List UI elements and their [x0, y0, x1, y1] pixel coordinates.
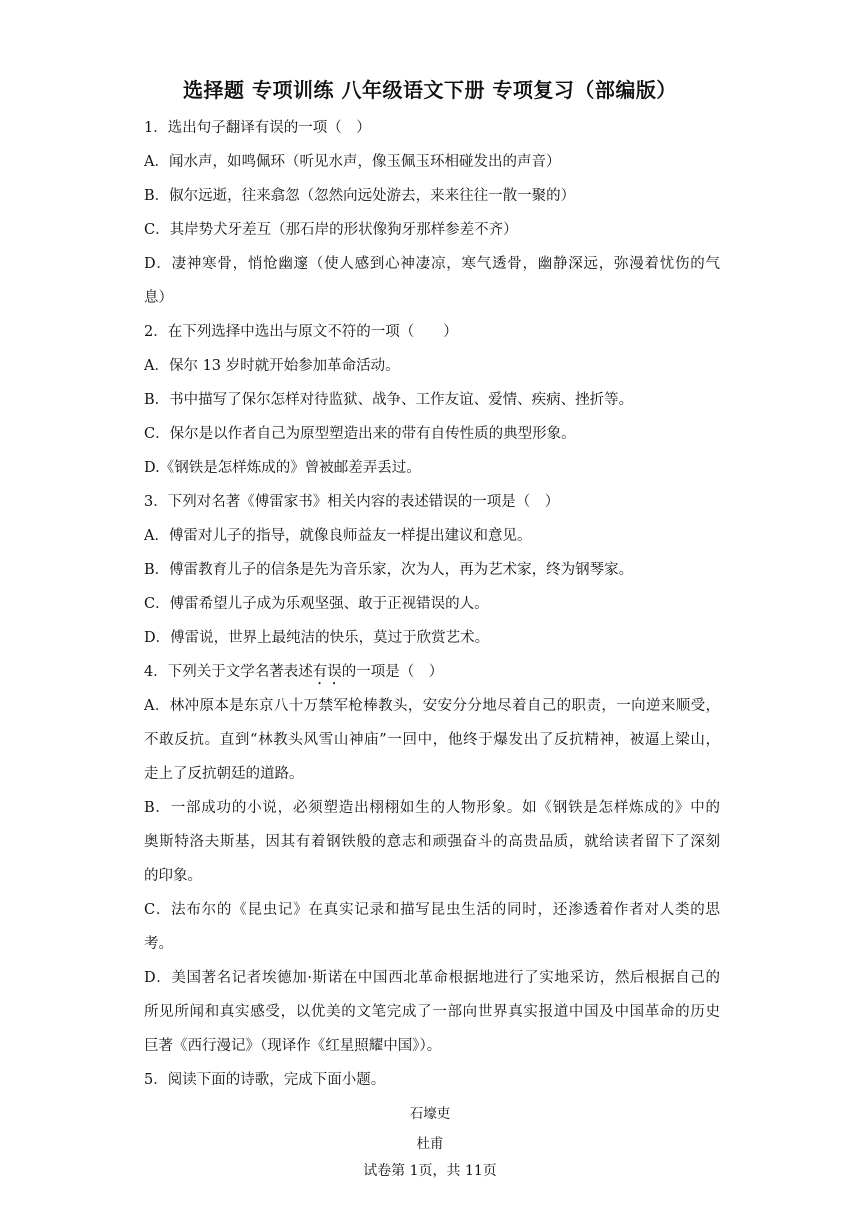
question-4-option-a-line1: A．林冲原本是东京八十万禁军枪棒教头，安安分分地尽着自己的职责，一向逆来顺受，	[144, 698, 720, 714]
question-3-stem: 3．下列对名著《傅雷家书》相关内容的表述错误的一项是（ ）	[144, 494, 560, 510]
question-2-option-b: B．书中描写了保尔怎样对待监狱、战争、工作友谊、爱情、疾病、挫折等。	[144, 392, 634, 408]
question-3-option-d: D．傅雷说，世界上最纯洁的快乐，莫过于欣赏艺术。	[144, 630, 490, 646]
page-footer: 试卷第 1页，共 11页	[363, 1163, 497, 1179]
question-4-stem-post: 的一项是（ ）	[341, 664, 444, 680]
question-2-stem: 2．在下列选择中选出与原文不符的一项（ ）	[144, 324, 458, 340]
question-1-stem: 1．选出句子翻译有误的一项（ ）	[144, 120, 371, 136]
question-5-stem: 5．阅读下面的诗歌，完成下面小题。	[144, 1072, 386, 1088]
question-4-option-d-line1: D．美国著名记者埃德加·斯诺在中国西北革命根据地进行了实地采访，然后根据自己的	[144, 970, 720, 986]
question-3-option-a: A．傅雷对儿子的指导，就像良师益友一样提出建议和意见。	[144, 528, 532, 544]
question-2-option-a: A．保尔 13 岁时就开始参加革命活动。	[144, 358, 400, 374]
question-4-option-d-line2: 所见所闻和真实感受，以优美的文笔完成了一部向世界真实报道中国及中国革命的历史	[144, 1004, 720, 1020]
question-4-stem-emphasis: 有误	[312, 664, 342, 680]
question-1-option-b: B．俶尔远逝，往来翕忽（忽然向远处游去，来来往往一散一聚的）	[144, 188, 576, 204]
question-1-option-d-line1: D．凄神寒骨，悄怆幽邃（使人感到心神凄凉，寒气透骨，幽静深远，弥漫着忧伤的气	[144, 256, 720, 272]
question-4-option-b-line2: 奥斯特洛夫斯基，因其有着钢铁般的意志和顽强奋斗的高贵品质，就给读者留下了深刻	[144, 834, 720, 850]
question-4-option-c-line2: 考。	[144, 936, 173, 952]
question-2-option-c: C．保尔是以作者自己为原型塑造出来的带有自传性质的典型形象。	[144, 426, 576, 442]
question-3-option-c: C．傅雷希望儿子成为乐观坚强、敢于正视错误的人。	[144, 596, 489, 612]
question-1-option-a: A．闻水声，如鸣佩环（听见水声，像玉佩玉环相碰发出的声音）	[144, 154, 561, 170]
question-3-option-b: B．傅雷教育儿子的信条是先为音乐家，次为人，再为艺术家，终为钢琴家。	[144, 562, 634, 578]
document-title: 选择题 专项训练 八年级语文下册 专项复习（部编版）	[183, 78, 677, 102]
question-4-option-b-line3: 的印象。	[144, 868, 202, 884]
question-2-option-d: D.《钢铁是怎样炼成的》曾被邮差弄丢过。	[144, 460, 421, 476]
poem-title: 石壕吏	[409, 1106, 451, 1122]
question-4-option-d-line3: 巨著《西行漫记》（现译作《红星照耀中国》）。	[144, 1038, 442, 1054]
question-4-option-c-line1: C．法布尔的《昆虫记》在真实记录和描写昆虫生活的同时，还渗透着作者对人类的思	[144, 902, 720, 918]
poem-author: 杜甫	[416, 1136, 444, 1152]
question-4-option-a-line3: 走上了反抗朝廷的道路。	[144, 766, 304, 782]
question-4-stem-pre: 4．下列关于文学名著表述	[144, 664, 313, 680]
question-4-stem	[144, 662, 720, 688]
question-4-option-b-line1: B．一部成功的小说，必须塑造出栩栩如生的人物形象。如《钢铁是怎样炼成的》中的	[144, 800, 720, 816]
question-1-option-d-line2: 息）	[144, 290, 173, 306]
question-4-option-a-line2: 不敢反抗。直到“林教头风雪山神庙”一回中，他终于爆发出了反抗精神，被逼上梁山，	[144, 732, 720, 748]
question-1-option-c: C．其岸势犬牙差互（那石岸的形状像狗牙那样参差不齐）	[144, 222, 518, 238]
